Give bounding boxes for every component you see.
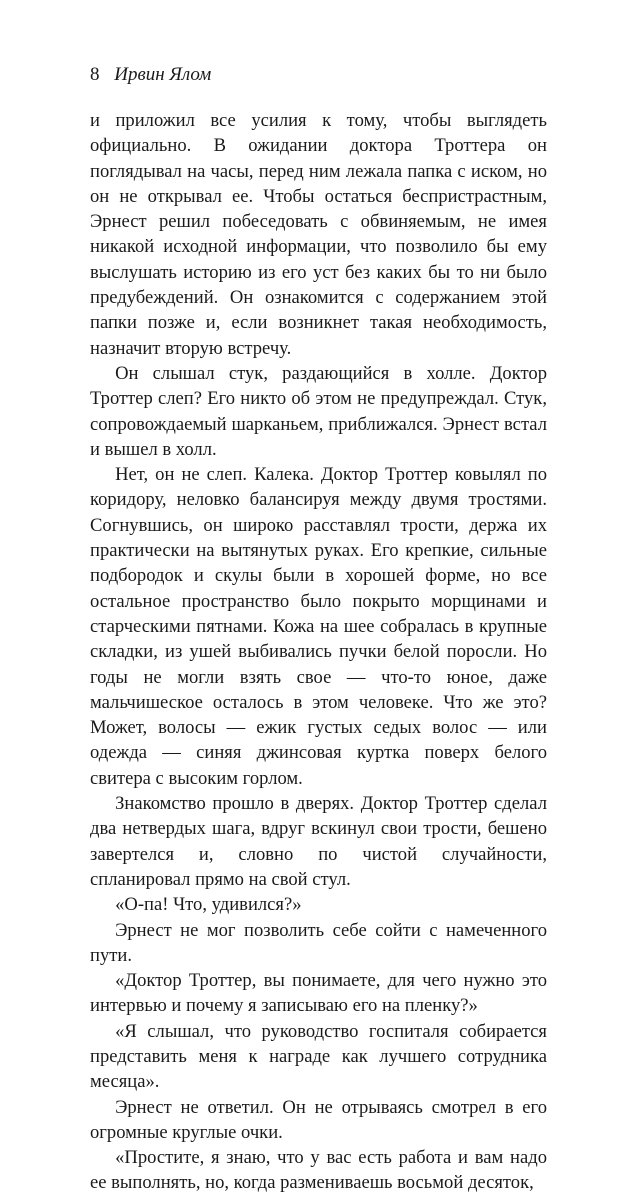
paragraph-2: Он слышал стук, раздающийся в холле. Доктор Троттер слеп? Его никто об этом не предупреждал. Стук, сопровождаемый шарканьем, приближался. Эрнест встал и вышел в холл. xyxy=(90,362,547,460)
paragraph-3: Нет, он не слеп. Калека. Доктор Троттер ковылял по коридору, неловко балансируя между двумя тростями. Согнувшись, он широко расставлял трости, держа их практически на вытянутых руках. Его крепкие, сильные подбородок и скулы были в хорошей форме, но все остальное пространство было покрыто морщинами и старческими пятнами. Кожа на шее собралась в крупные складки, из ушей выбивались пучки белой поросли. Но годы не могли взять свое — что-то юное, даже мальчишеское осталось в этом человеке. Что же это? Может, волосы — ежик густых седых волос — или одежда — синяя джинсовая куртка поверх белого свитера с высоким горлом. xyxy=(90,464,547,789)
book-page xyxy=(90,62,547,1196)
paragraph-8: «Я слышал, что руководство госпиталя собирается представить меня к награде как лучшего сотрудника месяца». xyxy=(90,1020,547,1093)
paragraph-5: «О-па! Что, удивился?» xyxy=(115,894,302,916)
paragraph-10: «Простите, я знаю, что у вас есть работа и вам надо ее выполнять, но, когда размениваешь восьмой десяток, xyxy=(90,1147,547,1194)
running-head xyxy=(90,62,547,88)
running-head-author: Ирвин Ялом xyxy=(114,64,212,85)
paragraph-1: и приложил все усилия к тому, чтобы выглядеть официально. В ожидании доктора Троттера он поглядывал на часы, перед ним лежала папка с иском, но он не открывал ее. Чтобы остаться беспристрастным, Эрнест решил побеседовать с обвиняемым, не имея никакой исходной информации, что позволило бы ему выслушать историю из его уст без каких бы то ни было предубеждений. Он ознакомится с содержанием этой папки позже и, если возникнет такая необходимость, назначит вторую встречу. xyxy=(90,110,547,359)
paragraph-7: «Доктор Троттер, вы понимаете, для чего нужно это интервью и почему я записываю его на пленку?» xyxy=(90,970,547,1017)
paragraph-9: Эрнест не ответил. Он не отрываясь смотрел в его огромные круглые очки. xyxy=(90,1096,547,1143)
page-number: 8 xyxy=(90,64,100,85)
paragraph-6: Эрнест не мог позволить себе сойти с намеченного пути. xyxy=(90,919,547,966)
body-text xyxy=(90,108,547,1196)
paragraph-4: Знакомство прошло в дверях. Доктор Троттер сделал два нетвердых шага, вдруг вскинул свои трости, бешено завертелся и, словно по чистой случайности, спланировал прямо на свой стул. xyxy=(90,793,547,890)
